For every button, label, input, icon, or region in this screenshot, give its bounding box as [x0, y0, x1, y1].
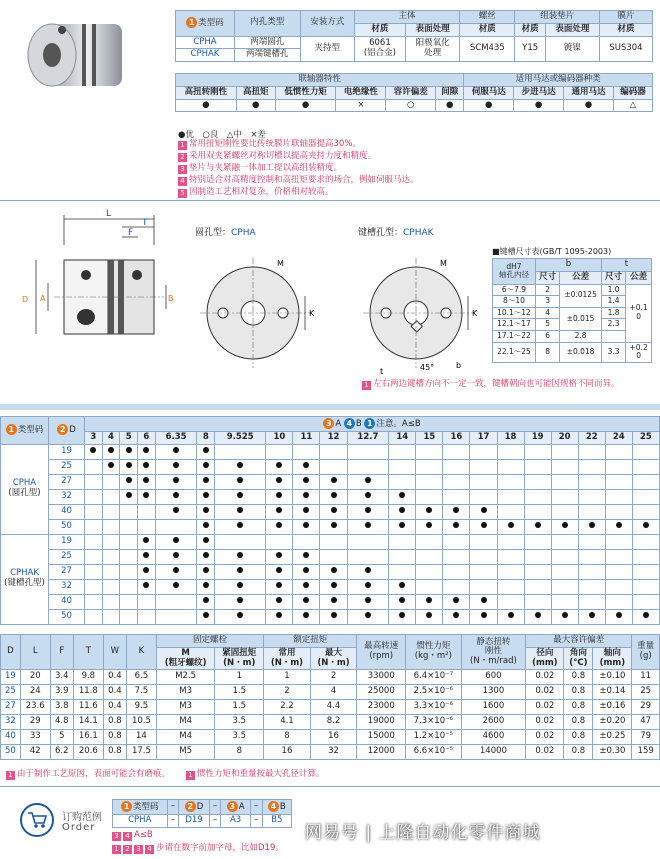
- round-hole-drawing: 圆孔型：CPHA K M: [195, 225, 335, 375]
- note-item: 2 采用双夹紧螺丝对称切槽以提高夹持力度和精度。: [178, 150, 648, 162]
- order-note-1: 3 4 A≤B: [112, 829, 153, 841]
- keyway-cell: 22.1～25: [493, 342, 536, 362]
- keyway-cell: ±0.018: [560, 342, 602, 362]
- available-dot: [303, 567, 309, 573]
- available-dot: [426, 522, 432, 528]
- hole-size-col: 12.7: [347, 431, 389, 444]
- available-dot: [276, 507, 282, 513]
- hole-row: 25: [1, 459, 660, 474]
- feature-col-5: 间隙: [436, 86, 464, 99]
- dim-F-label: F: [128, 228, 134, 238]
- hole-row: 32: [1, 489, 660, 504]
- available-dot: [365, 522, 371, 528]
- dim-B-label: B: [168, 294, 174, 303]
- available-dot: [276, 552, 282, 558]
- available-dot: [143, 537, 149, 543]
- available-dot: [426, 612, 432, 618]
- feature-col-0: 高扭转刚性: [176, 86, 237, 99]
- dim-table: D L F T W K 固定螺栓 额定扭矩 最高转速 (rpm) 惯性力矩 (kg・m²) 静态扭转 刚性 (N・m/rad) 最大容许偏差 重量 (g) M (粗牙螺纹) 紧固扭矩 (N・m) 常用 (N・m) 最大 (N・m) 径向 (mm) 角向 (°C) 轴向 (mm) 19 20 3.4 9.8 0.4 6.5 M2.5 1 1 2 33000 6.4×10⁻⁷ 600 0.02 0.8 ±0.10 11 25 24 3.9 11.8 0.4 7.5 M3 1.5 2 4 25000 2.5×10⁻⁶ 1300 0.02 0.8 ±0.14 25 27 23.6 3.8 11.6 0.4 9.5 M3 1.5 2.2 4.4 23000 3.3×10⁻⁶ 1600 0.02 0.8 ±0.16 29 32 29 4.8 14.1 0.8 10.5 M4 3.5 4.1 8.2 19000 7.3×10⁻⁶ 2600 0.02 0.8 ±0.20 47 40 33 5 16.1 0.8 14 M4 3.5 8 16 15000 1.2×10⁻⁵ 4600 0.02 0.8 ±0.25 79 50 42 6.2 20.6 0.8 17.5 M5 8 16 32 12000 6.6×10⁻⁵ 14000 0.02 0.8 ±0.30 159: [0, 634, 660, 760]
- available-dot: [237, 492, 243, 498]
- dim-row: 50 42 6.2 20.6 0.8 17.5 M5 8 16 32 12000 6.6×10⁻⁵ 14000 0.02 0.8 ±0.30 159: [1, 745, 660, 760]
- order-table: 1 类型码 – 2 D – 3 A – 4 B CPHA – D19 – A3 – B5: [112, 799, 292, 828]
- available-dot: [276, 522, 282, 528]
- note-item: 4 特别适合对高精度控制和高扭矩要求的场合，例如伺服马达。: [178, 174, 648, 186]
- available-dot: [276, 582, 282, 588]
- available-dot: [173, 492, 179, 498]
- available-dot: [331, 477, 337, 483]
- available-dot: [365, 492, 371, 498]
- keyway-cell: 12.1～17: [493, 319, 536, 331]
- cart-icon: [20, 803, 54, 837]
- available-dot: [481, 507, 487, 513]
- keyway-cell: 6～7.9: [493, 284, 536, 296]
- dim-row: 19 20 3.4 9.8 0.4 6.5 M2.5 1 1 2 33000 6.4×10⁻⁷ 600 0.02 0.8 ±0.10 11: [1, 670, 660, 685]
- available-dot: [203, 552, 209, 558]
- order-title-en: Order: [62, 822, 96, 833]
- keyway-cell: 3.3: [601, 342, 625, 362]
- available-dot: [303, 462, 309, 468]
- available-dot: [173, 537, 179, 543]
- dim-t-label: t: [380, 367, 384, 376]
- hole-size-col: 5: [120, 431, 138, 444]
- available-dot: [365, 567, 371, 573]
- keyway-row: [493, 284, 652, 296]
- available-dot: [173, 447, 179, 453]
- hole-size-col: 6: [138, 431, 156, 444]
- feature-val-6: ●: [464, 99, 514, 112]
- hole-size-col: 25: [632, 431, 659, 444]
- hole-size-col: 18: [497, 431, 524, 444]
- available-dot: [331, 492, 337, 498]
- dim-T-label: T: [142, 218, 148, 228]
- available-dot: [399, 492, 405, 498]
- available-dot: [126, 447, 132, 453]
- note-item: 3 垫片与夹紧融一体加工提以高组装精度。: [178, 162, 648, 174]
- available-dot: [453, 507, 459, 513]
- hole-row: 40: [1, 504, 660, 519]
- hole-matrix: 1 类型码 2 D 3 A 4 B 1 注意。A≤B 3 4 5 6 6.35 8 9.525 10 11 12 12.7 14 15 16 17 18 19 20 22 24 25 CPHA (圆孔型) 19 25 27 32 40 50 CPHAK (键槽孔型) 19 25 27 32 40 50: [0, 416, 660, 625]
- hole-row: 25: [1, 549, 660, 564]
- notes: [178, 138, 648, 198]
- feature-val-1: ●: [236, 99, 275, 112]
- hole-row: CPHAK (键槽孔型) 19: [1, 534, 660, 549]
- available-dot: [399, 597, 405, 603]
- available-dot: [237, 462, 243, 468]
- available-dot: [276, 612, 282, 618]
- feature-val-4: ○: [386, 99, 436, 112]
- dim-D-label: D: [22, 295, 29, 304]
- available-dot: [203, 522, 209, 528]
- feature-col-6: 伺服马达: [464, 86, 514, 99]
- hole-size-col: 9.525: [215, 431, 266, 444]
- dim-row: 27 23.6 3.8 11.6 0.4 9.5 M3 1.5 2.2 4.4 23000 3.3×10⁻⁶ 1600 0.02 0.8 ±0.16 29: [1, 700, 660, 715]
- available-dot: [331, 612, 337, 618]
- available-dot: [143, 567, 149, 573]
- keyway-cell: 10.1～12: [493, 307, 536, 319]
- available-dot: [535, 522, 541, 528]
- key-hole-drawing: 键槽孔型：CPHAK K M 45° t b: [358, 228, 478, 376]
- available-dot: [453, 597, 459, 603]
- hole-row: 40: [1, 594, 660, 609]
- order-title: 订购范例: [62, 812, 102, 823]
- available-dot: [562, 612, 568, 618]
- available-dot: [126, 462, 132, 468]
- available-dot: [108, 447, 114, 453]
- available-dot: [562, 522, 568, 528]
- available-dot: [303, 552, 309, 558]
- available-dot: [365, 582, 371, 588]
- feature-col-3: 电绝缘性: [336, 86, 386, 99]
- available-dot: [237, 567, 243, 573]
- available-dot: [303, 582, 309, 588]
- product-photo: [12, 10, 162, 98]
- hole-size-col: 4: [102, 431, 120, 444]
- foot-note-2: 1 惯性力矩和重量按最大孔径计算。: [186, 768, 325, 780]
- available-dot: [237, 612, 243, 618]
- available-dot: [143, 582, 149, 588]
- hole-size-col: 3: [85, 431, 103, 444]
- hole-size-col: 20: [551, 431, 578, 444]
- feature-col-1: 高扭矩: [236, 86, 275, 99]
- available-dot: [203, 597, 209, 603]
- available-dot: [126, 492, 132, 498]
- available-dot: [365, 597, 371, 603]
- available-dot: [173, 462, 179, 468]
- section-divider: [0, 200, 660, 201]
- available-dot: [399, 507, 405, 513]
- section-divider-2: [0, 404, 660, 410]
- keyway-cell: 8～10: [493, 296, 536, 308]
- keyway-cell: 5: [535, 319, 559, 331]
- feature-val-3: ×: [336, 99, 386, 112]
- hole-size-col: 19: [524, 431, 551, 444]
- dim-L-label: L: [106, 209, 112, 219]
- available-dot: [303, 522, 309, 528]
- available-dot: [276, 477, 282, 483]
- feature-val-0: ●: [176, 99, 237, 112]
- available-dot: [426, 597, 432, 603]
- keyway-cell: 4: [535, 307, 559, 319]
- watermark: 网易号 | 上隆自动化零件商城: [305, 823, 541, 843]
- available-dot: [303, 612, 309, 618]
- hole-size-col: 14: [389, 431, 416, 444]
- keyway-cell: 1.0: [601, 284, 625, 296]
- hole-size-col: 10: [266, 431, 293, 444]
- available-dot: [203, 612, 209, 618]
- available-dot: [616, 522, 622, 528]
- keyway-cell: +0.2 0: [626, 342, 652, 362]
- hole-row: 32: [1, 579, 660, 594]
- keyway-cell: 2: [535, 284, 559, 296]
- available-dot: [303, 477, 309, 483]
- keyway-row: [493, 342, 652, 362]
- available-dot: [203, 537, 209, 543]
- dim-M2-label: M: [440, 259, 447, 268]
- available-dot: [143, 492, 149, 498]
- available-dot: [643, 522, 649, 528]
- hole-row: 27: [1, 564, 660, 579]
- available-dot: [508, 522, 514, 528]
- keyway-cell: 3: [535, 296, 559, 308]
- dim-M-label: M: [277, 259, 284, 268]
- available-dot: [303, 492, 309, 498]
- available-dot: [399, 612, 405, 618]
- available-dot: [143, 462, 149, 468]
- available-dot: [365, 507, 371, 513]
- available-dot: [426, 507, 432, 513]
- dim-K-label: K: [309, 309, 315, 318]
- available-dot: [399, 522, 405, 528]
- side-view-drawing: [14, 205, 184, 375]
- available-dot: [237, 522, 243, 528]
- keyway-cell: 6: [535, 331, 559, 343]
- available-dot: [508, 612, 514, 618]
- available-dot: [237, 582, 243, 588]
- keyway-cell: 8: [535, 342, 559, 362]
- hole-size-col: 24: [605, 431, 632, 444]
- feature-col-4: 容许偏差: [386, 86, 436, 99]
- hole-size-col: 6.35: [155, 431, 197, 444]
- available-dot: [173, 567, 179, 573]
- hole-row: 27: [1, 474, 660, 489]
- keyway-cell: 17.1～22: [493, 331, 536, 343]
- feature-col-8: 通用马达: [564, 86, 614, 99]
- hole-size-col: 16: [443, 431, 470, 444]
- available-dot: [303, 507, 309, 513]
- available-dot: [237, 552, 243, 558]
- order-note-2: 1 2 3 4 步请在数字前加字母，比如D19。: [112, 842, 284, 854]
- keyway-cell: +0.1 0: [626, 284, 652, 342]
- hole-row: 50: [1, 519, 660, 534]
- feature-val-2: ●: [275, 99, 336, 112]
- hole-size-col: 17: [470, 431, 497, 444]
- available-dot: [90, 447, 96, 453]
- keyway-title: ■键槽尺寸表(GB/T 1095-2003): [492, 247, 612, 256]
- feature-col-7: 步进马达: [514, 86, 564, 99]
- keyway-cell: ±0.0125: [560, 284, 602, 307]
- available-dot: [643, 612, 649, 618]
- available-dot: [237, 597, 243, 603]
- dim-row: 32 29 4.8 14.1 0.8 10.5 M4 3.5 4.1 8.2 19000 7.3×10⁻⁶ 2600 0.02 0.8 ±0.20 47: [1, 715, 660, 730]
- available-dot: [173, 582, 179, 588]
- available-dot: [481, 597, 487, 603]
- hole-size-col: 15: [416, 431, 443, 444]
- feature-val-9: △: [613, 99, 652, 112]
- available-dot: [143, 447, 149, 453]
- available-dot: [276, 597, 282, 603]
- feature-table: 联轴器特性 适用马达或编码器种类 高扭转刚性 高扭矩 低惯性力矩 电绝缘性 容许偏差 间隙 伺服马达 步进马达 通用马达 编码器 ● ● ● × ○ ● ● ● ● △: [175, 73, 653, 112]
- keyway-cell: 1.4: [601, 296, 625, 308]
- available-dot: [453, 522, 459, 528]
- available-dot: [276, 567, 282, 573]
- hole-size-col: 8: [197, 431, 215, 444]
- available-dot: [481, 522, 487, 528]
- available-dot: [203, 492, 209, 498]
- hole-row: CPHA (圆孔型) 19: [1, 444, 660, 459]
- available-dot: [331, 507, 337, 513]
- available-dot: [365, 612, 371, 618]
- available-dot: [589, 612, 595, 618]
- feature-val-7: ●: [514, 99, 564, 112]
- available-dot: [143, 477, 149, 483]
- spec-table: 1 类型码 内孔类型 安装方式 主体 螺丝 组装垫片 膜片 材质 表面处理 材质 材质 表面处理 材质 CPHA 两端圆孔 夹持型 6061 (铝合金) 阳极氧化 处理 SCM435 Y15 镀镍 SUS304 CPHAK 两端键槽孔: [175, 10, 653, 62]
- keyway-cell: 2.8: [560, 331, 602, 343]
- angle-label: 45°: [420, 363, 435, 372]
- available-dot: [108, 462, 114, 468]
- dim-row: 25 24 3.9 11.8 0.4 7.5 M3 1.5 2 4 25000 2.5×10⁻⁶ 1300 0.02 0.8 ±0.14 25: [1, 685, 660, 700]
- hole-size-col: 12: [320, 431, 347, 444]
- feature-val-5: ●: [436, 99, 464, 112]
- foot-note-1: 1 由于制作工艺原因，表面可能会有磨痕。: [6, 768, 170, 780]
- available-dot: [173, 552, 179, 558]
- note-item: 1 常用扭矩刚性要比传统膜片联轴器提高30%。: [178, 138, 648, 150]
- note-item: 5 因制造工艺相对复杂，价格相对较高。: [178, 186, 648, 198]
- keyway-cell: 1.8: [601, 307, 625, 319]
- dim-b-label: b: [456, 361, 462, 370]
- available-dot: [203, 462, 209, 468]
- available-dot: [616, 612, 622, 618]
- available-dot: [203, 582, 209, 588]
- available-dot: [203, 567, 209, 573]
- hole-size-col: 11: [293, 431, 320, 444]
- available-dot: [173, 507, 179, 513]
- available-dot: [143, 552, 149, 558]
- available-dot: [331, 522, 337, 528]
- available-dot: [331, 597, 337, 603]
- available-dot: [365, 477, 371, 483]
- available-dot: [237, 507, 243, 513]
- available-dot: [453, 612, 459, 618]
- available-dot: [535, 612, 541, 618]
- dim-row: 40 33 5 16.1 0.8 14 M4 3.5 8 16 15000 1.2×10⁻⁵ 4600 0.02 0.8 ±0.25 79: [1, 730, 660, 745]
- keyway-table: dH7 轴孔内径 b t 尺寸 公差 尺寸 公差 6～7.9 2 ±0.0125 1.0 +0.1 0 8～10 3 1.4 10.1～12 4 ±0.015 1.8 12.1～17 5 2.3 17.1～22 6 2.8 22.1～25 8 ±0.018 3.3 +0.2 0: [492, 258, 652, 363]
- feature-col-9: 编码器: [613, 86, 652, 99]
- feature-val-8: ●: [564, 99, 614, 112]
- section-divider-3: [0, 786, 660, 787]
- feature-col-2: 低惯性力矩: [275, 86, 336, 99]
- available-dot: [203, 477, 209, 483]
- keyway-cell: ±0.015: [560, 307, 602, 330]
- keyway-cell: 2.3: [601, 319, 625, 331]
- available-dot: [399, 582, 405, 588]
- available-dot: [237, 477, 243, 483]
- available-dot: [589, 522, 595, 528]
- available-dot: [276, 462, 282, 468]
- available-dot: [203, 447, 209, 453]
- available-dot: [126, 477, 132, 483]
- legend: ●优 ○良 △中 ×差: [178, 130, 266, 140]
- available-dot: [203, 507, 209, 513]
- available-dot: [481, 612, 487, 618]
- hole-size-col: 22: [578, 431, 605, 444]
- hole-row: 50: [1, 609, 660, 624]
- dim-A-label: A: [40, 294, 46, 303]
- available-dot: [276, 492, 282, 498]
- available-dot: [331, 567, 337, 573]
- dim-K2-label: K: [472, 309, 478, 318]
- key-note: 1 左右两边键槽方向不一定一致，键槽朝向也可能因规格不同而异。: [362, 378, 656, 390]
- available-dot: [303, 597, 309, 603]
- available-dot: [331, 582, 337, 588]
- available-dot: [173, 477, 179, 483]
